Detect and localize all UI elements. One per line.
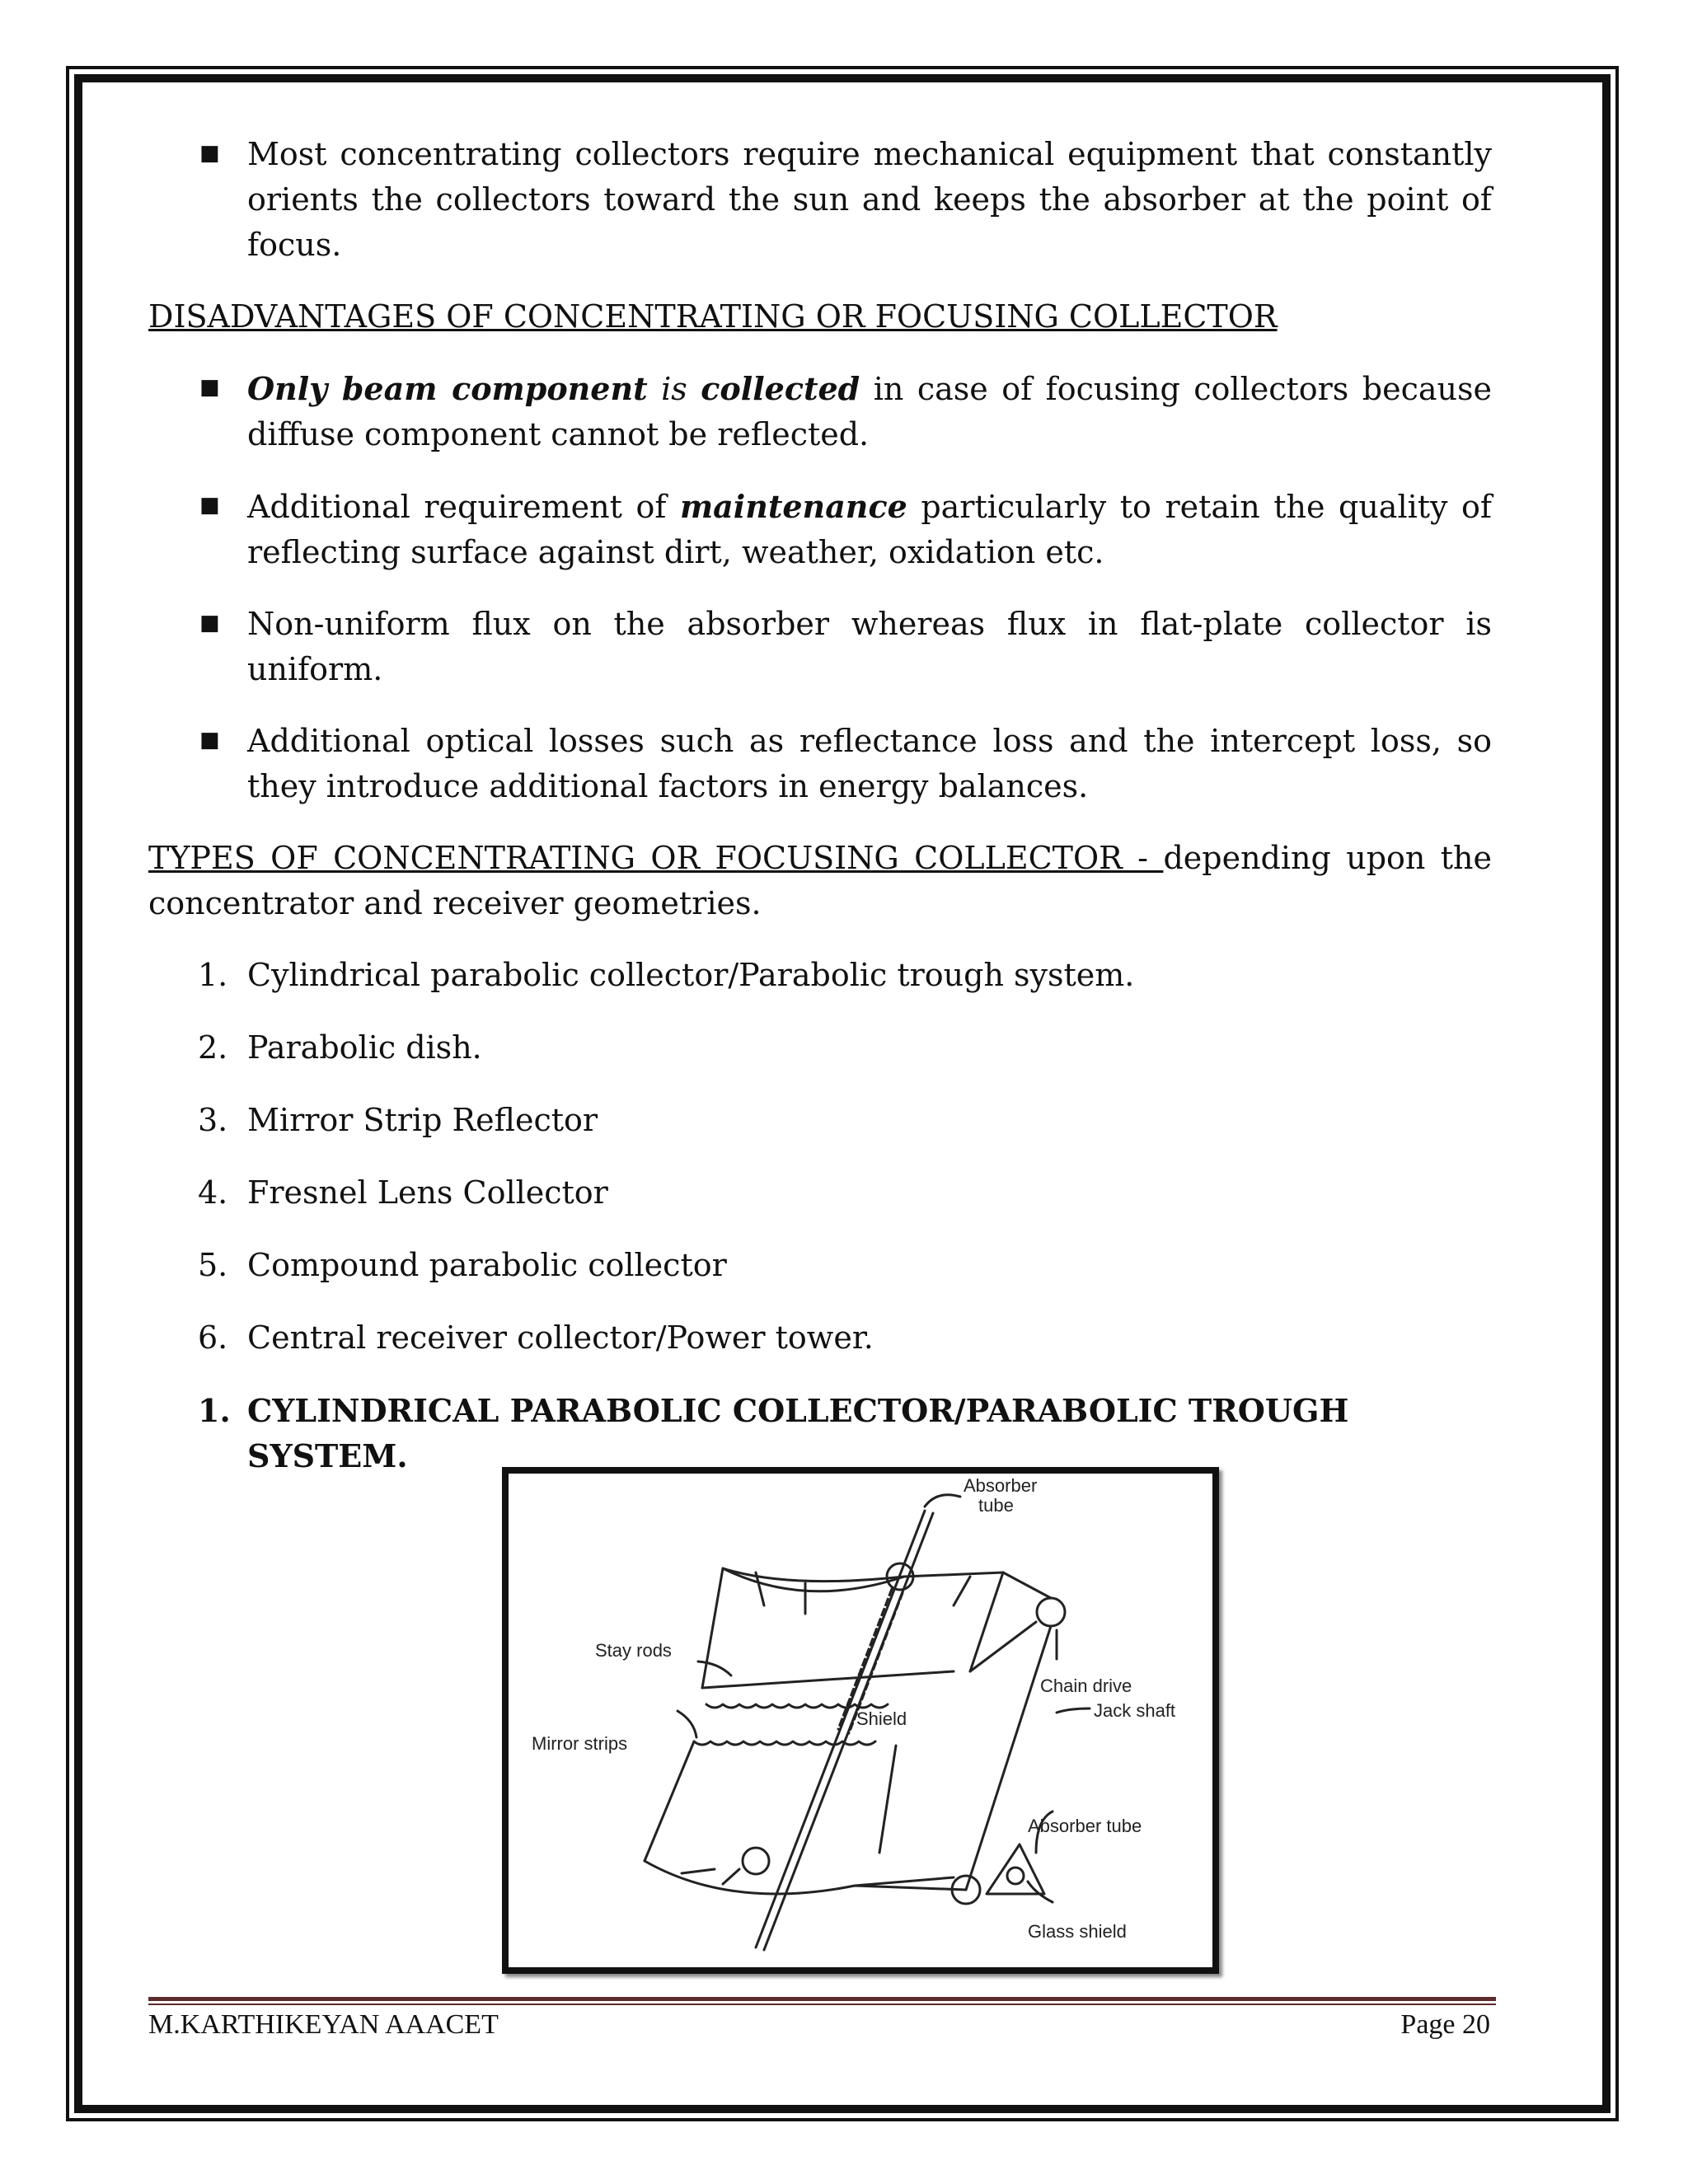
label-absorber-tube: Absorber <box>964 1475 1038 1496</box>
list-item: 4. Fresnel Lens Collector <box>198 1174 608 1211</box>
label-mirror-strips: Mirror strips <box>532 1733 628 1754</box>
emphasis-text: is <box>661 371 687 407</box>
square-bullet-icon: ■ <box>199 611 220 635</box>
list-item: 2. Parabolic dish. <box>198 1029 482 1066</box>
square-bullet-icon: ■ <box>199 375 220 400</box>
list-item: 6. Central receiver collector/Power tower. <box>198 1319 874 1356</box>
footer-page-number: Page 20 <box>1400 2009 1490 2040</box>
page-content <box>148 132 1492 1479</box>
label-absorber-tube-line2: tube <box>978 1495 1014 1516</box>
list-item: ■ Additional optical losses such as reflectance loss and the intercept loss, so they introduce additional factors in energy balances. <box>148 719 1492 809</box>
absorber-tube-section <box>1007 1868 1024 1884</box>
list-item: 3. Mirror Strip Reflector <box>198 1102 598 1138</box>
jack-shaft-top <box>1037 1598 1065 1626</box>
lower-trough-rim <box>645 1861 966 1894</box>
section-title: 1. CYLINDRICAL PARABOLIC COLLECTOR/PARABOLIC TROUGH SYSTEM. <box>198 1392 1349 1474</box>
emphasis-text: Only beam component <box>247 370 648 407</box>
label-absorber-tube-section: Absorber tube <box>1028 1816 1142 1836</box>
list-item: 5. Compound parabolic collector <box>198 1247 727 1283</box>
list-item: ■ Most concentrating collectors require mechanical equipment that constantly orients the collectors toward the sun and keeps the absorber at the point of focus. <box>148 132 1492 268</box>
stay-rod <box>702 1671 954 1688</box>
footer-author: M.KARTHIKEYAN AAACET <box>148 2009 499 2040</box>
list-item: ■ Non-uniform flux on the absorber whereas flux in flat-plate collector is uniform. <box>148 602 1492 692</box>
types-list <box>148 953 1492 1361</box>
intro-bullet-list <box>148 132 1492 268</box>
list-item: ■ Additional requirement of maintenance particularly to retain the quality of reflecting surface against dirt, weather, oxidation etc. <box>148 484 1492 575</box>
label-stay-rods: Stay rods <box>595 1640 672 1661</box>
square-bullet-icon: ■ <box>199 493 220 518</box>
list-item: 1. Cylindrical parabolic collector/Parabolic trough system. <box>198 957 1135 993</box>
footer-divider-thin <box>148 2004 1496 2005</box>
square-bullet-icon: ■ <box>199 728 220 752</box>
emphasis-text: maintenance <box>679 488 907 525</box>
absorber-joint-bottom <box>743 1848 769 1874</box>
types-heading: TYPES OF CONCENTRATING OR FOCUSING COLLECTOR - <box>148 840 1164 876</box>
emphasis-text: collected <box>701 370 860 407</box>
label-glass-shield: Glass shield <box>1028 1921 1127 1942</box>
square-bullet-icon: ■ <box>199 141 220 166</box>
label-shield: Shield <box>856 1708 907 1729</box>
label-chain-drive: Chain drive <box>1040 1675 1132 1696</box>
parabolic-trough-diagram <box>502 1467 1219 1974</box>
disadvantages-list <box>148 366 1492 809</box>
disadvantages-heading: DISADVANTAGES OF CONCENTRATING OR FOCUSING COLLECTOR <box>148 298 1278 335</box>
footer-divider <box>148 1997 1496 2001</box>
label-jack-shaft: Jack shaft <box>1094 1700 1176 1721</box>
diagram-svg <box>509 1474 1212 1967</box>
list-item: ■ Only beam component is collected in case of focusing collectors because diffuse component cannot be reflected. <box>148 366 1492 457</box>
types-paragraph: TYPES OF CONCENTRATING OR FOCUSING COLLECTOR - depending upon the concentrator and receiver geometries. <box>148 840 1493 921</box>
